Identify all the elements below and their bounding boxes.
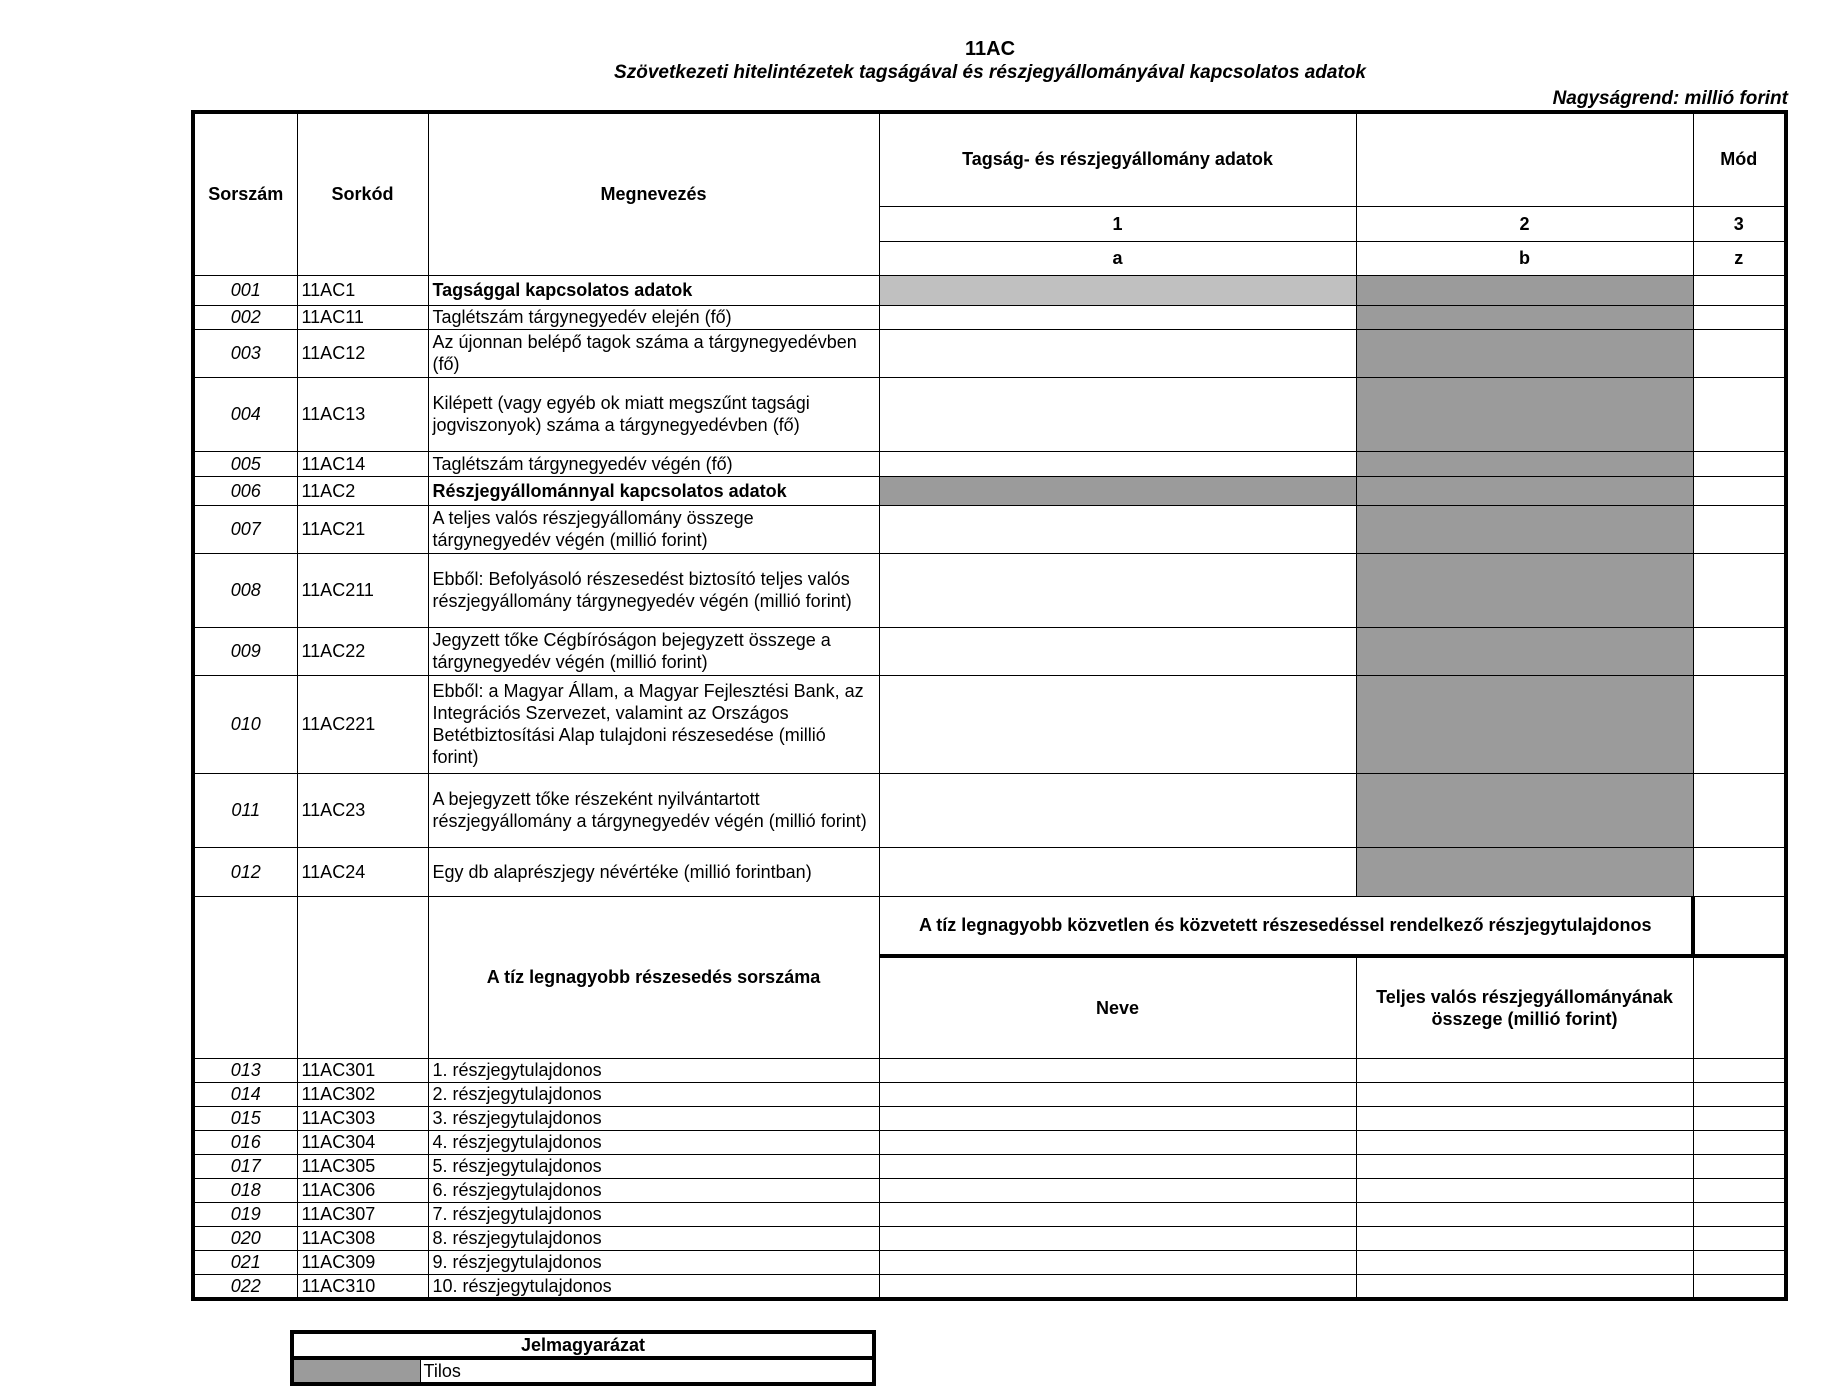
- table-row: [193, 1058, 1786, 1082]
- forbidden-cell: [1356, 275, 1693, 305]
- row-serial: 020: [193, 1226, 297, 1250]
- row-serial: 011: [193, 773, 297, 847]
- row-serial: 008: [193, 553, 297, 627]
- data-cell[interactable]: [1693, 1274, 1786, 1299]
- col-header-sorkod: Sorkód: [297, 112, 428, 275]
- row-name: Kilépett (vagy egyéb ok miatt megszűnt tagsági jogviszonyok) száma a tárgynegyedévben (fő): [428, 377, 879, 451]
- data-cell[interactable]: [879, 329, 1356, 377]
- data-cell[interactable]: [1693, 773, 1786, 847]
- row-serial: 009: [193, 627, 297, 675]
- row-name: A teljes valós részjegyállomány összege tárgynegyedév végén (millió forint): [428, 505, 879, 553]
- row-code: 11AC308: [297, 1226, 428, 1250]
- group-header-empty: [1356, 112, 1693, 206]
- row-serial: 012: [193, 847, 297, 896]
- row-name: 4. részjegytulajdonos: [428, 1130, 879, 1154]
- row-serial: 005: [193, 451, 297, 476]
- row-code: 11AC310: [297, 1274, 428, 1299]
- row-serial: 016: [193, 1130, 297, 1154]
- data-cell[interactable]: [1693, 1250, 1786, 1274]
- data-cell[interactable]: [1693, 1058, 1786, 1082]
- data-cell[interactable]: [879, 451, 1356, 476]
- row-name: 5. részjegytulajdonos: [428, 1154, 879, 1178]
- row-serial: 006: [193, 476, 297, 505]
- data-cell[interactable]: [1693, 476, 1786, 505]
- table-row: [193, 773, 1786, 847]
- data-cell[interactable]: [879, 1154, 1356, 1178]
- form-title: Szövetkezeti hitelintézetek tagságával és részjegyállományával kapcsolatos adatok: [614, 62, 1366, 83]
- row-name: Egy db alaprészjegy névértéke (millió forintban): [428, 847, 879, 896]
- row-code: 11AC21: [297, 505, 428, 553]
- data-cell[interactable]: [879, 1106, 1356, 1130]
- row-name: 2. részjegytulajdonos: [428, 1082, 879, 1106]
- data-cell[interactable]: [879, 1130, 1356, 1154]
- table-row: [193, 1154, 1786, 1178]
- data-cell[interactable]: [1356, 1154, 1693, 1178]
- data-cell[interactable]: [1356, 1274, 1693, 1299]
- row-name: 6. részjegytulajdonos: [428, 1178, 879, 1202]
- data-cell[interactable]: [1356, 1082, 1693, 1106]
- table-row: [193, 675, 1786, 773]
- table-row: [193, 1226, 1786, 1250]
- legend-swatch: [292, 1358, 420, 1384]
- row-serial: 003: [193, 329, 297, 377]
- data-cell[interactable]: [879, 1178, 1356, 1202]
- data-cell[interactable]: [879, 553, 1356, 627]
- table-row: [193, 1202, 1786, 1226]
- row-serial: 014: [193, 1082, 297, 1106]
- second-header-empty: [193, 896, 297, 1058]
- table-row: [193, 1250, 1786, 1274]
- col-letter-a: a: [879, 241, 1356, 275]
- data-cell[interactable]: [1693, 377, 1786, 451]
- data-cell[interactable]: [1693, 451, 1786, 476]
- data-cell[interactable]: [879, 1058, 1356, 1082]
- table-row: [193, 1274, 1786, 1299]
- data-cell[interactable]: [1693, 847, 1786, 896]
- legend-item-label: Tilos: [420, 1358, 874, 1384]
- table-row: [193, 329, 1786, 377]
- data-cell[interactable]: [1693, 1226, 1786, 1250]
- row-code: 11AC309: [297, 1250, 428, 1274]
- row-code: 11AC306: [297, 1178, 428, 1202]
- col-number-1: 1: [879, 206, 1356, 241]
- table-row: [193, 1130, 1786, 1154]
- data-cell[interactable]: [1356, 1178, 1693, 1202]
- forbidden-cell: [1356, 377, 1693, 451]
- data-cell[interactable]: [1693, 675, 1786, 773]
- row-code: 11AC23: [297, 773, 428, 847]
- row-name: 3. részjegytulajdonos: [428, 1106, 879, 1130]
- table-row: [193, 505, 1786, 553]
- table-row: [193, 1178, 1786, 1202]
- data-cell[interactable]: [879, 1274, 1356, 1299]
- data-cell[interactable]: [1693, 553, 1786, 627]
- row-name: Taglétszám tárgynegyedév elején (fő): [428, 305, 879, 329]
- data-cell[interactable]: [1693, 1082, 1786, 1106]
- owners-group-header: A tíz legnagyobb közvetlen és közvetett részesedéssel rendelkező részjegytulajdonos: [879, 896, 1693, 956]
- data-cell[interactable]: [1693, 329, 1786, 377]
- data-cell[interactable]: [1693, 1178, 1786, 1202]
- row-code: 11AC304: [297, 1130, 428, 1154]
- table-row: [193, 627, 1786, 675]
- col-letter-b: b: [1356, 241, 1693, 275]
- row-name: Ebből: a Magyar Állam, a Magyar Fejlesztési Bank, az Integrációs Szervezet, valamint az Országos Betétbiztosítási Alap tulajdoni részesedése (millió forint): [428, 675, 879, 773]
- table-row: [193, 275, 1786, 305]
- data-cell[interactable]: [1693, 505, 1786, 553]
- row-code: 11AC303: [297, 1106, 428, 1130]
- row-code: 11AC11: [297, 305, 428, 329]
- row-name: 7. részjegytulajdonos: [428, 1202, 879, 1226]
- forbidden-cell: [1356, 329, 1693, 377]
- row-serial: 022: [193, 1274, 297, 1299]
- row-code: 11AC2: [297, 476, 428, 505]
- owners-amount-header: Teljes valós részjegyállományának összege (millió forint): [1356, 956, 1693, 1058]
- row-code: 11AC305: [297, 1154, 428, 1178]
- second-header-label: A tíz legnagyobb részesedés sorszáma: [428, 896, 879, 1058]
- data-cell[interactable]: [1356, 1226, 1693, 1250]
- col-number-3: 3: [1693, 206, 1786, 241]
- row-name: 1. részjegytulajdonos: [428, 1058, 879, 1082]
- data-cell[interactable]: [879, 505, 1356, 553]
- row-serial: 010: [193, 675, 297, 773]
- row-serial: 015: [193, 1106, 297, 1130]
- col-letter-z: z: [1693, 241, 1786, 275]
- form-code: 11AC: [964, 38, 1016, 60]
- data-cell[interactable]: [1693, 1202, 1786, 1226]
- row-serial: 007: [193, 505, 297, 553]
- second-header-empty: [1693, 896, 1786, 956]
- row-code: 11AC211: [297, 553, 428, 627]
- row-serial: 017: [193, 1154, 297, 1178]
- row-serial: 018: [193, 1178, 297, 1202]
- data-cell[interactable]: [1356, 1130, 1693, 1154]
- data-cell[interactable]: [879, 847, 1356, 896]
- table-row: [193, 847, 1786, 896]
- row-name: Ebből: Befolyásoló részesedést biztosító teljes valós részjegyállomány tárgynegyedév végén (millió forint): [428, 553, 879, 627]
- row-code: 11AC13: [297, 377, 428, 451]
- row-code: 11AC14: [297, 451, 428, 476]
- forbidden-cell: [1356, 675, 1693, 773]
- forbidden-cell: [1356, 305, 1693, 329]
- forbidden-cell: [1356, 505, 1693, 553]
- row-name: Taglétszám tárgynegyedév végén (fő): [428, 451, 879, 476]
- data-cell[interactable]: [879, 1082, 1356, 1106]
- row-code: 11AC24: [297, 847, 428, 896]
- col-header-megnevezes: Megnevezés: [428, 112, 879, 275]
- row-name: Jegyzett tőke Cégbíróságon bejegyzett összege a tárgynegyedév végén (millió forint): [428, 627, 879, 675]
- table-row: [193, 553, 1786, 627]
- data-cell[interactable]: [1356, 1106, 1693, 1130]
- forbidden-cell: [1356, 847, 1693, 896]
- col-header-mod: Mód: [1693, 112, 1786, 206]
- forbidden-cell: [1356, 627, 1693, 675]
- data-cell[interactable]: [1356, 1202, 1693, 1226]
- forbidden-cell: [1356, 451, 1693, 476]
- row-code: 11AC12: [297, 329, 428, 377]
- table-row: [193, 377, 1786, 451]
- data-cell[interactable]: [1693, 305, 1786, 329]
- row-name: 8. részjegytulajdonos: [428, 1226, 879, 1250]
- owners-name-header: Neve: [879, 956, 1356, 1058]
- data-cell[interactable]: [879, 305, 1356, 329]
- row-code: 11AC221: [297, 675, 428, 773]
- forbidden-cell: [1356, 773, 1693, 847]
- data-cell[interactable]: [879, 627, 1356, 675]
- data-table: [191, 110, 1788, 1301]
- data-cell[interactable]: [879, 1202, 1356, 1226]
- forbidden-cell: [879, 275, 1356, 305]
- data-cell[interactable]: [1356, 1250, 1693, 1274]
- col-header-sorszam: Sorszám: [193, 112, 297, 275]
- row-name: 10. részjegytulajdonos: [428, 1274, 879, 1299]
- group-header-tagsag: Tagság- és részjegyállomány adatok: [879, 112, 1356, 206]
- data-cell[interactable]: [1693, 1106, 1786, 1130]
- row-serial: 013: [193, 1058, 297, 1082]
- row-code: 11AC301: [297, 1058, 428, 1082]
- row-name: 9. részjegytulajdonos: [428, 1250, 879, 1274]
- forbidden-cell: [1356, 476, 1693, 505]
- data-cell[interactable]: [1356, 1058, 1693, 1082]
- row-serial: 002: [193, 305, 297, 329]
- data-cell[interactable]: [879, 377, 1356, 451]
- unit-note: Nagyságrend: millió forint: [1552, 88, 1788, 109]
- row-code: 11AC307: [297, 1202, 428, 1226]
- data-cell[interactable]: [879, 1226, 1356, 1250]
- row-serial: 021: [193, 1250, 297, 1274]
- row-serial: 004: [193, 377, 297, 451]
- row-code: 11AC22: [297, 627, 428, 675]
- col-number-2: 2: [1356, 206, 1693, 241]
- table-row: [193, 476, 1786, 505]
- data-cell[interactable]: [879, 1250, 1356, 1274]
- forbidden-cell: [1356, 553, 1693, 627]
- data-cell[interactable]: [1693, 1130, 1786, 1154]
- row-serial: 019: [193, 1202, 297, 1226]
- table-row: [193, 305, 1786, 329]
- legend-title: Jelmagyarázat: [292, 1332, 874, 1358]
- row-name: Az újonnan belépő tagok száma a tárgynegyedévben (fő): [428, 329, 879, 377]
- legend-table: [290, 1330, 876, 1386]
- row-code: 11AC302: [297, 1082, 428, 1106]
- data-cell[interactable]: [1693, 275, 1786, 305]
- forbidden-cell: [879, 476, 1356, 505]
- table-row: [193, 1082, 1786, 1106]
- row-serial: 001: [193, 275, 297, 305]
- row-name: Tagsággal kapcsolatos adatok: [428, 275, 879, 305]
- table-row: [193, 451, 1786, 476]
- row-name: Részjegyállománnyal kapcsolatos adatok: [428, 476, 879, 505]
- second-header-empty: [297, 896, 428, 1058]
- row-code: 11AC1: [297, 275, 428, 305]
- table-row: [193, 1106, 1786, 1130]
- row-name: A bejegyzett tőke részeként nyilvántartott részjegyállomány a tárgynegyedév végén (millió forint): [428, 773, 879, 847]
- data-cell[interactable]: [879, 675, 1356, 773]
- second-header-empty: [1693, 956, 1786, 1058]
- data-cell[interactable]: [1693, 1154, 1786, 1178]
- data-cell[interactable]: [1693, 627, 1786, 675]
- data-cell[interactable]: [879, 773, 1356, 847]
